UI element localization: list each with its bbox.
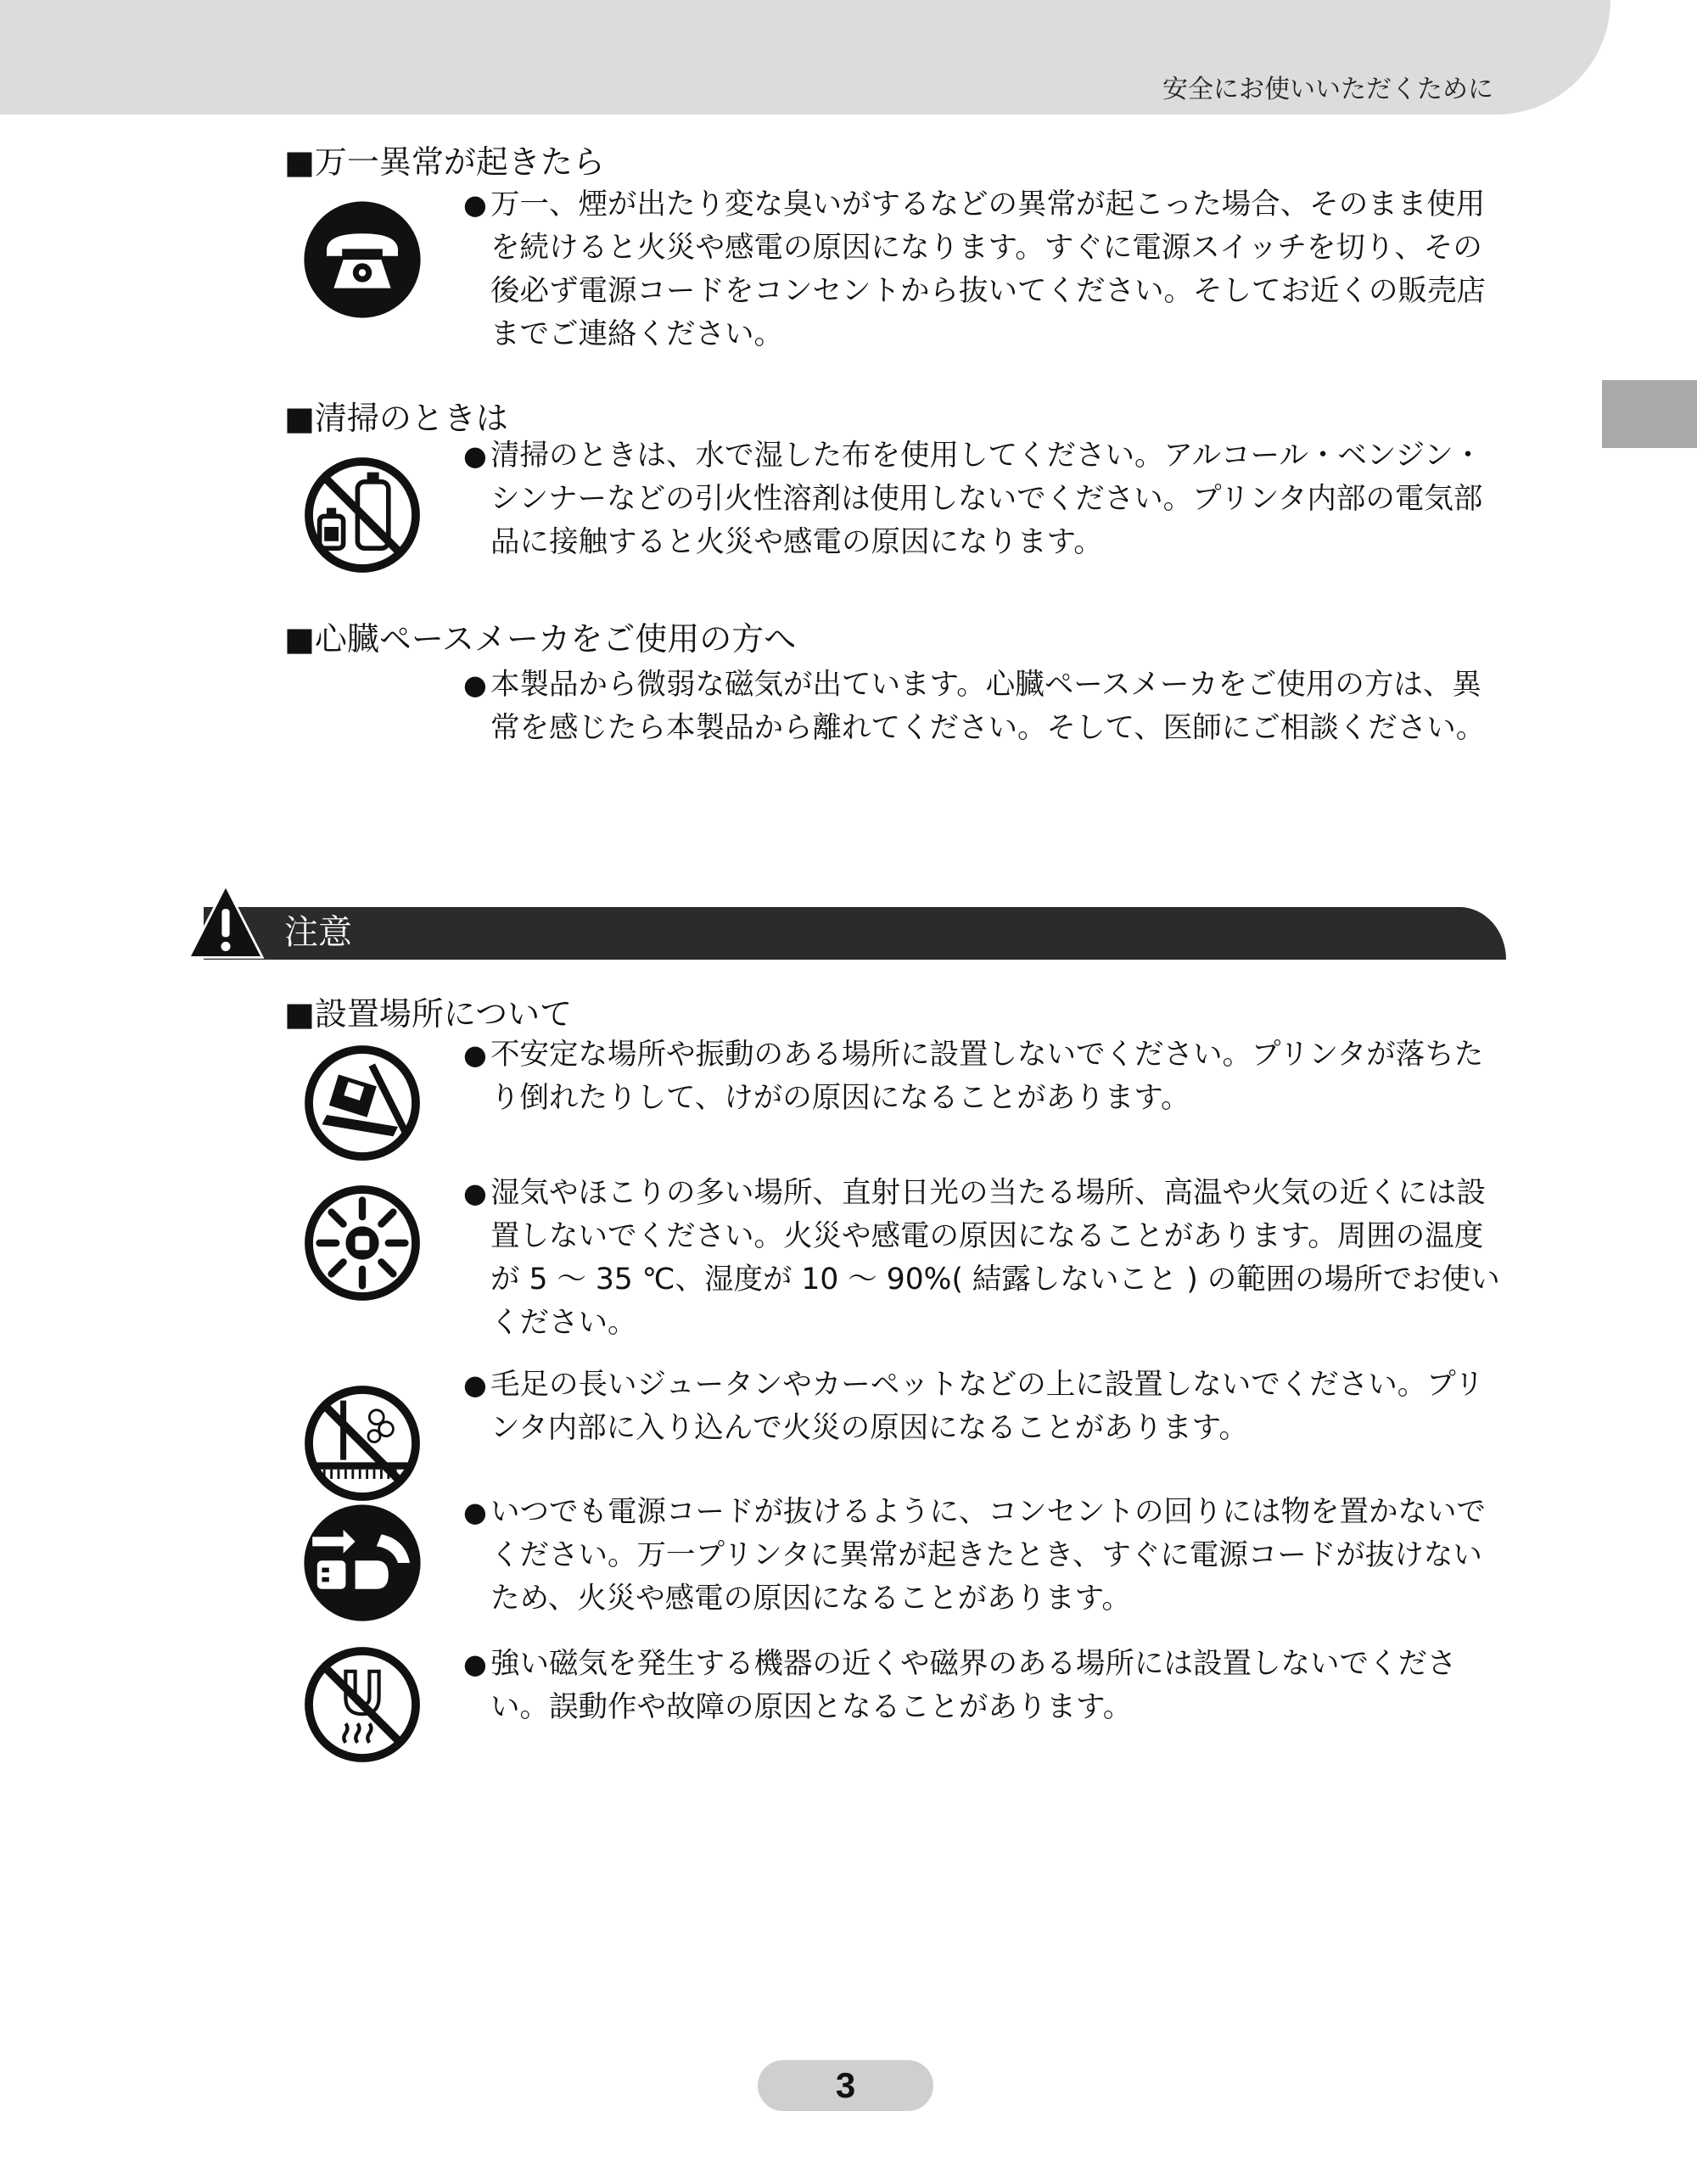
no-magnet-icon <box>303 1645 422 1764</box>
heading-installation: ■設置場所について <box>284 995 573 1033</box>
side-index-tab <box>1602 380 1697 448</box>
bullet-text: 強い磁気を発生する機器の近くや磁界のある場所には設置しないでください。誤動作や故障の原因となることがあります。 <box>490 1647 1457 1724</box>
heading-emergency: ■万一異常が起きたら <box>284 143 605 181</box>
bullet-dot: ● <box>463 1496 487 1528</box>
bullet-emergency <box>463 183 1509 356</box>
bullet-text: 湿気やほこりの多い場所、直射日光の当たる場所、高温や火気の近くには設置しないでください。火災や感電の原因になることがあります。周囲の温度が 5 〜 35 ℃、湿度が 10 〜 90%( 結露しないこと ) の範囲の場所でお使いください。 <box>490 1176 1500 1340</box>
bullet-dot: ● <box>463 188 487 221</box>
bullet-pacemaker <box>463 664 1509 750</box>
bullet-text: 不安定な場所や振動のある場所に設置しないでください。プリンタが落ちたり倒れたりして、けがの原因になることがあります。 <box>490 1038 1484 1115</box>
no-carpet-icon <box>303 1384 422 1503</box>
heading-pacemaker: ■心臓ペースメーカをご使用の方へ <box>284 620 797 658</box>
caution-bar <box>204 907 1506 960</box>
no-solvent-icon <box>303 456 422 574</box>
bullet-text: 万一、煙が出たり変な臭いがするなどの異常が起こった場合、そのまま使用を続けると火災や感電の原因になります。すぐに電源スイッチを切り、その後必ず電源コードをコンセントから抜いてください。そしてお近くの販売店までご連絡ください。 <box>490 188 1486 351</box>
bullet-magnetic <box>463 1643 1509 1729</box>
warning-triangle-icon <box>187 881 265 962</box>
bullet-dot: ● <box>463 669 487 701</box>
telephone-icon <box>303 200 422 319</box>
bullet-cleaning <box>463 434 1509 564</box>
bullet-humidity-heat <box>463 1172 1509 1345</box>
page-header-title: 安全にお使いいただくために <box>1162 75 1493 104</box>
bullet-text: いつでも電源コードが抜けるように、コンセントの回りには物を置かないでください。万一プリンタに異常が起きたとき、すぐに電源コードが抜けないため、火災や感電の原因になることがあります。 <box>490 1495 1486 1616</box>
bullet-dot: ● <box>463 1177 487 1209</box>
bullet-dot: ● <box>463 1648 487 1680</box>
bullet-power-cord <box>463 1491 1509 1621</box>
caution-label: 注意 <box>284 913 352 952</box>
heading-cleaning: ■清掃のときは <box>284 400 508 437</box>
bullet-dot: ● <box>463 1039 487 1071</box>
bullet-text: 清掃のときは、水で湿した布を使用してください。アルコール・ベンジン・シンナーなどの引火性溶剤は使用しないでください。プリンタ内部の電気部品に接触すると火災や感電の原因になります。 <box>490 439 1483 559</box>
bullet-text: 本製品から微弱な磁気が出ています。心臓ペースメーカをご使用の方は、異常を感じたら本製品から離れてください。そして、医師にご相談ください。 <box>490 668 1486 745</box>
bullet-carpet <box>463 1364 1509 1450</box>
unstable-place-icon <box>303 1044 422 1162</box>
bullet-dot: ● <box>463 440 487 472</box>
bullet-dot: ● <box>463 1369 487 1401</box>
bullet-text: 毛足の長いジュータンやカーペットなどの上に設置しないでください。プリンタ内部に入り込んで火災の原因になることがあります。 <box>490 1368 1484 1445</box>
bullet-unstable-place <box>463 1033 1509 1120</box>
page-number: 3 <box>758 2060 933 2111</box>
sun-heat-icon <box>303 1184 422 1302</box>
unplug-icon <box>303 1504 422 1622</box>
